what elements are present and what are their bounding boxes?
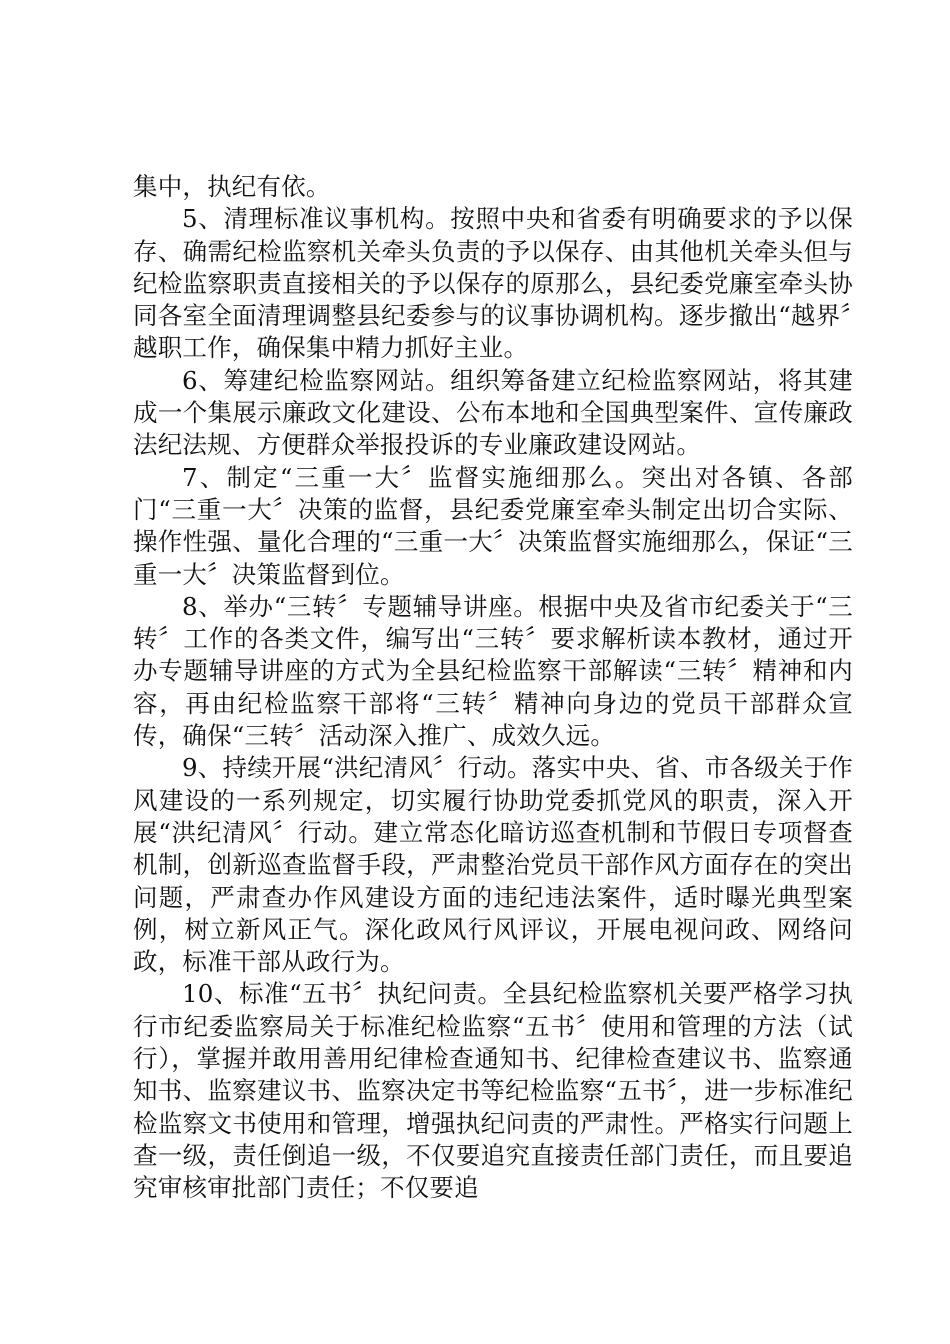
paragraph-item-7: 7、制定“三重一大〞监督实施细那么。突出对各镇、各部门“三重一大〞决策的监督，县纪委党廉室牵头制定出切合实际、操作性强、量化合理的“三重一大〞决策监督实施细那么，保证“三重一大〞决策监督到位。 [133, 462, 853, 589]
paragraph-item-10: 10、标准“五书〞执纪问责。全县纪检监察机关要严格学习执行市纪委监察局关于标准纪检监察“五书〞使用和管理的方法（试行），掌握并敢用善用纪律检查通知书、纪律检查建议书、监察通知书、监察建议书、监察决定书等纪检监察“五书〞，进一步标准纪检监察文书使用和管理，增强执纪问责的严肃性。严格实行问题上查一级，责任倒追一级，不仅要追究直接责任部门责任，而且要追究审核审批部门责任；不仅要追 [133, 979, 853, 1203]
document-body [133, 171, 853, 1205]
paragraph-item-8: 8、举办“三转〞专题辅导讲座。根据中央及省市纪委关于“三转〞工作的各类文件，编写出“三转〞要求解析读本教材，通过开办专题辅导讲座的方式为全县纪检监察干部解读“三转〞精神和内容，再由纪检监察干部将“三转〞精神向身边的党员干部群众宣传，确保“三转〞活动深入推广、成效久远。 [133, 591, 853, 751]
paragraph-continuation: 集中，执纪有依。 [133, 172, 331, 201]
paragraph-item-5: 5、清理标准议事机构。按照中央和省委有明确要求的予以保存、确需纪检监察机关牵头负责的予以保存、由其他机关牵头但与纪检监察职责直接相关的予以保存的原那么，县纪委党廉室牵头协同各室全面清理调整县纪委参与的议事协调机构。逐步撤出“越界〞越职工作，确保集中精力抓好主业。 [133, 204, 853, 363]
paragraph-item-6: 6、筹建纪检监察网站。组织筹备建立纪检监察网站，将其建成一个集展示廉政文化建设、公布本地和全国典型案件、宣传廉政法纪法规、方便群众举报投诉的专业廉政建设网站。 [133, 365, 853, 460]
paragraph-item-9: 9、持续开展“洪纪清风〞行动。落实中央、省、市各级关于作风建设的一系列规定，切实履行协助党委抓党风的职责，深入开展“洪纪清风〞行动。建立常态化暗访巡查机制和节假日专项督查机制，创新巡查监督手段，严肃整治党员干部作风方面存在的突出问题，严肃查办作风建设方面的违纪违法案件，适时曝光典型案例，树立新风正气。深化政风行风评议，开展电视问政、网络问政，标准干部从政行为。 [133, 753, 853, 977]
